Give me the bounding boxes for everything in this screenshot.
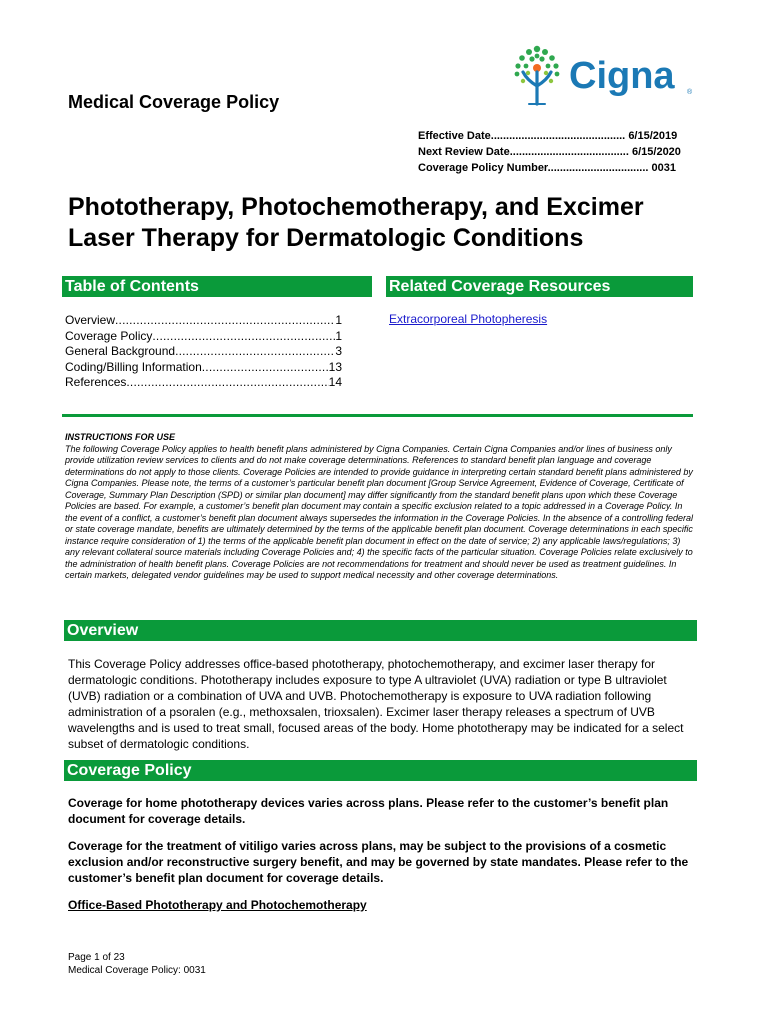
effective-date-row bbox=[418, 128, 681, 144]
section-divider bbox=[62, 414, 693, 417]
footer-policy-number: Medical Coverage Policy: 0031 bbox=[68, 964, 206, 976]
toc-item-label: Overview bbox=[65, 313, 116, 327]
office-based-subheading: Office-Based Phototherapy and Photochemotherapy bbox=[68, 898, 367, 912]
policy-metadata bbox=[418, 128, 681, 176]
toc-item-label: Coverage Policy bbox=[65, 328, 153, 343]
toc-item-page: 3 bbox=[335, 344, 342, 359]
policy-number-value: 0031 bbox=[651, 162, 677, 174]
registered-mark: ® bbox=[687, 89, 693, 96]
toc-item-label: References bbox=[65, 375, 127, 390]
meta-label: Next Review Date bbox=[418, 146, 510, 158]
overview-heading: Overview bbox=[64, 620, 697, 641]
toc-item-label: General Background bbox=[65, 344, 176, 359]
toc-item-page: 14 bbox=[328, 375, 342, 390]
logo-wordmark: Cigna bbox=[569, 55, 675, 97]
effective-date-value: 6/15/2019 bbox=[628, 130, 678, 142]
toc-leader bbox=[115, 313, 335, 329]
toc-item-page: 13 bbox=[328, 359, 342, 374]
instructions-heading: INSTRUCTIONS FOR USE bbox=[65, 432, 176, 442]
toc-leader bbox=[126, 375, 328, 391]
meta-dots: ....................................... bbox=[509, 146, 629, 158]
instructions-body: The following Coverage Policy applies to health benefit plans administered by Cigna Companies. Certain Cigna Companies and/or lines of business only provide utilization review services to clients and do not make coverage determinations. References to standard benefit plan language and coverage determinations do not apply to those clients. Coverage Policies are intended to provide guidance in interpreting certain standard benefit plans administered by Cigna Companies. Please note, the terms of a customer’s particular benefit plan document [Group Service Agreement, Evidence of Coverage, Certificate of Coverage, Summary Plan Description (SPD) or similar plan document] may differ significantly from the standard benefit plans upon which these Coverage Policies are based. For example, a customer’s benefit plan document may contain a specific exclusion related to a topic addressed in a Coverage Policy. In the event of a conflict, a customer’s benefit plan document always supersedes the information in the Coverage Policies. In the absence of a controlling federal or state coverage mandate, benefits are ultimately determined by the terms of the applicable benefit plan document. Coverage determinations in each specific instance require consideration of 1) the terms of the applicable benefit plan document in effect on the date of service; 2) any applicable laws/regulations; 3) any relevant collateral source materials including Coverage Policies and; 4) the specific facts of the particular situation. Coverage Policies relate exclusively to the administration of health benefit plans. Coverage Policies are not recommendations for treatment and should never be used as treatment guidelines. In certain markets, delegated vendor guidelines may be used to support medical necessity and other coverage determinations. bbox=[65, 443, 694, 580]
next-review-date-row bbox=[418, 144, 681, 160]
next-review-date-value: 6/15/2020 bbox=[631, 146, 681, 158]
toc-item-page: 1 bbox=[335, 328, 342, 343]
toc-item-overview[interactable] bbox=[65, 313, 342, 329]
toc-item-label: Coding/Billing Information bbox=[65, 359, 202, 374]
toc-heading: Table of Contents bbox=[62, 276, 372, 297]
toc-leader bbox=[152, 329, 335, 345]
toc-item-general-background[interactable] bbox=[65, 344, 342, 360]
table-of-contents bbox=[65, 313, 342, 391]
cigna-logo bbox=[503, 42, 703, 112]
policy-number-row bbox=[418, 160, 681, 176]
meta-label: Coverage Policy Number bbox=[418, 162, 548, 174]
meta-label: Effective Date bbox=[418, 130, 491, 142]
related-resources-heading: Related Coverage Resources bbox=[386, 276, 693, 297]
coverage-policy-paragraph-home: Coverage for home phototherapy devices varies across plans. Please refer to the customer’s benefit plan document for coverage details. bbox=[68, 796, 669, 826]
coverage-policy-paragraph-vitiligo: Coverage for the treatment of vitiligo varies across plans, may be subject to the provisions of a cosmetic exclusion and/or reconstructive surgery benefit, and may be governed by state mandates. Please refer to the customer’s benefit plan document for coverage details. bbox=[68, 839, 689, 885]
toc-item-references[interactable] bbox=[65, 375, 342, 391]
toc-item-coding-billing[interactable] bbox=[65, 360, 342, 376]
toc-leader bbox=[175, 344, 335, 360]
meta-dots: ............................................ bbox=[490, 130, 626, 142]
coverage-policy-heading: Coverage Policy bbox=[64, 760, 697, 781]
related-resource-link[interactable]: Extracorporeal Photopheresis bbox=[389, 312, 548, 326]
cigna-tree-icon bbox=[503, 42, 703, 112]
overview-body: This Coverage Policy addresses office-based phototherapy, photochemotherapy, and excimer laser therapy for dermatologic conditions. Phototherapy includes exposure to type A ultraviolet (UVA) radiation or type B ultraviolet (UVB) radiation or a combination of UVA and UVB. Photochemotherapy is exposure to UVA radiation following administration of a psoralen (e.g., methoxsalen, trioxsalen). Excimer laser therapy releases a spectrum of UVB wavelengths and is used to treat small, focused areas of the body. Home phototherapy may be indicated for a select subset of dermatologic conditions. bbox=[68, 657, 684, 751]
instructions-for-use bbox=[65, 432, 695, 582]
toc-item-coverage-policy[interactable] bbox=[65, 329, 342, 345]
document-type-label: Medical Coverage Policy bbox=[68, 92, 280, 112]
meta-dots: ................................. bbox=[547, 162, 649, 174]
page-footer bbox=[68, 952, 206, 977]
toc-item-page: 1 bbox=[335, 313, 342, 327]
toc-leader bbox=[202, 360, 329, 376]
page-number: Page 1 of 23 bbox=[68, 952, 125, 963]
page-title: Phototherapy, Photochemotherapy, and Excimer Laser Therapy for Dermatologic Conditions bbox=[68, 193, 644, 252]
